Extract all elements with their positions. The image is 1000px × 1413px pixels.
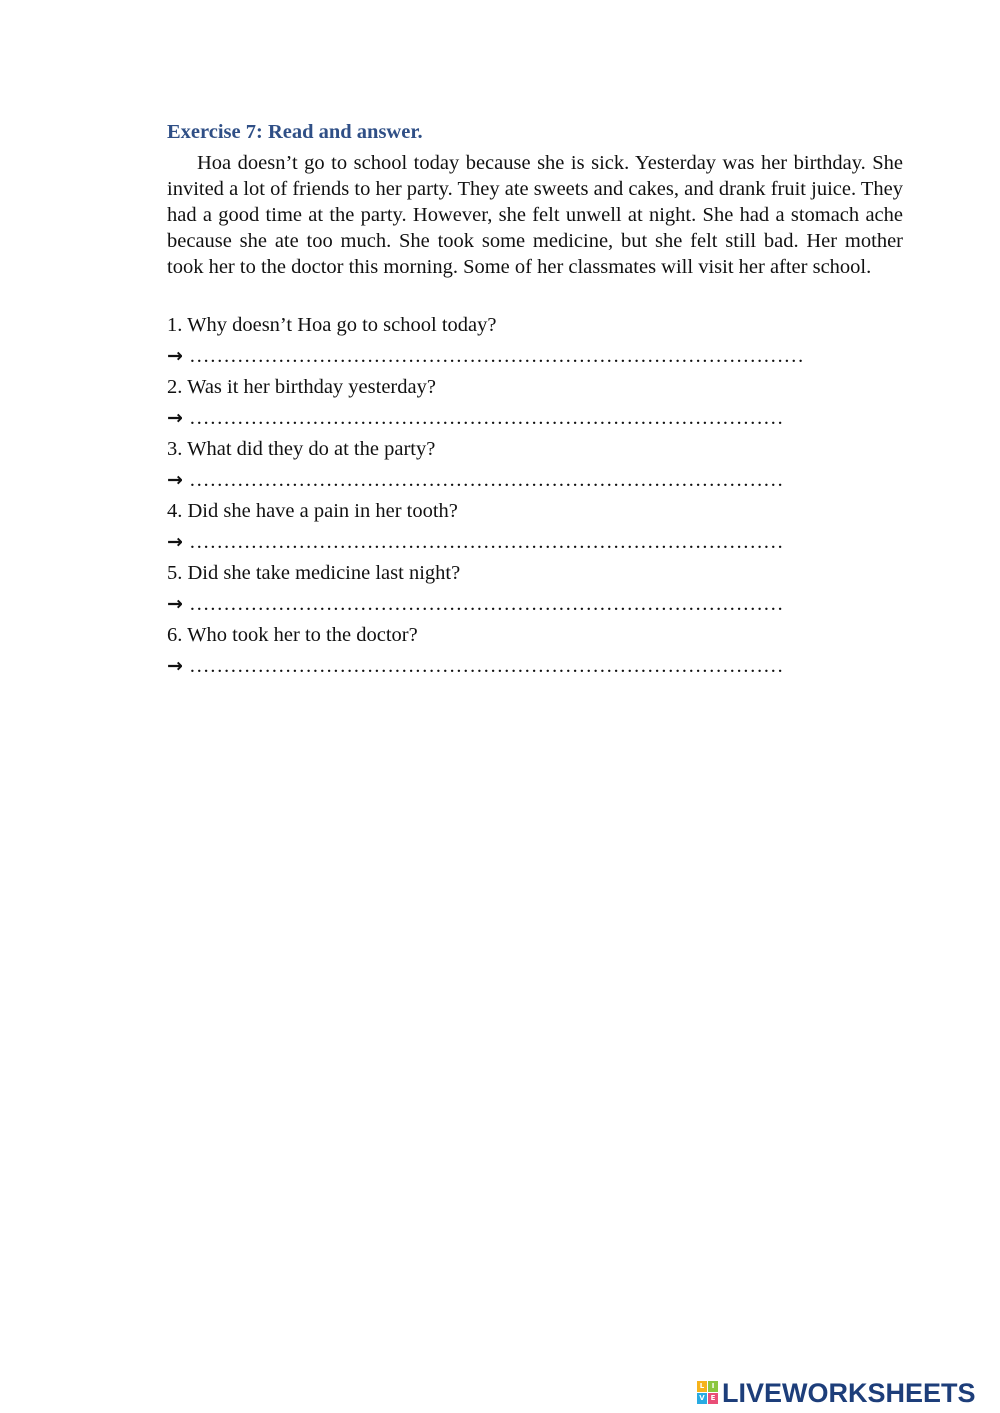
arrow-icon: → (167, 469, 183, 491)
arrow-icon: → (167, 407, 183, 429)
question-text: 6. Who took her to the doctor? (167, 624, 418, 646)
logo-mark-letter: V (697, 1393, 707, 1404)
logo-mark-icon (697, 1381, 719, 1405)
liveworksheets-logo (697, 1376, 976, 1410)
answer-field[interactable] (167, 589, 903, 620)
answer-field[interactable] (167, 527, 903, 558)
answer-field[interactable] (167, 341, 903, 372)
answer-field[interactable] (167, 465, 903, 496)
question-text: 4. Did she have a pain in her tooth? (167, 500, 458, 522)
question-item (167, 558, 903, 620)
answer-field[interactable] (167, 651, 903, 682)
answer-dots: …………………………………………………………………………… (189, 407, 784, 429)
answer-dots: …………………………………………………………………………… (189, 469, 784, 491)
answer-dots: …………………………………………………………………………… (189, 531, 784, 553)
logo-mark-letter: E (708, 1393, 718, 1404)
question-text: 1. Why doesn’t Hoa go to school today? (167, 314, 497, 336)
answer-field[interactable] (167, 403, 903, 434)
worksheet-content (167, 117, 903, 682)
arrow-icon: → (167, 345, 183, 367)
logo-mark-letter: L (697, 1381, 707, 1392)
answer-dots: ……………………………………………………………………………… (189, 345, 804, 367)
logo-mark-letter: I (708, 1381, 718, 1392)
exercise-title: Exercise 7: Read and answer. (167, 121, 423, 143)
answer-dots: …………………………………………………………………………… (189, 593, 784, 615)
answer-dots: …………………………………………………………………………… (189, 655, 784, 677)
question-item (167, 372, 903, 434)
arrow-icon: → (167, 531, 183, 553)
question-item (167, 620, 903, 682)
question-text: 3. What did they do at the party? (167, 438, 436, 460)
reading-passage: Hoa doesn’t go to school today because she is sick. Yesterday was her birthday. She invited a lot of friends to her party. They ate sweets and cakes, and drank fruit juice. They had a good time at the party. However, she felt unwell at night. She had a stomach ache because she ate too much. She took some medicine, but she felt still bad. Her mother took her to the doctor this morning. Some of her classmates will visit her after school. (167, 152, 903, 278)
arrow-icon: → (167, 655, 183, 677)
question-text: 5. Did she take medicine last night? (167, 562, 461, 584)
question-item (167, 496, 903, 558)
question-item (167, 434, 903, 496)
question-list (167, 310, 903, 682)
arrow-icon: → (167, 593, 183, 615)
question-text: 2. Was it her birthday yesterday? (167, 376, 436, 398)
logo-text: LIVEWORKSHEETS (722, 1377, 976, 1408)
question-item (167, 310, 903, 372)
